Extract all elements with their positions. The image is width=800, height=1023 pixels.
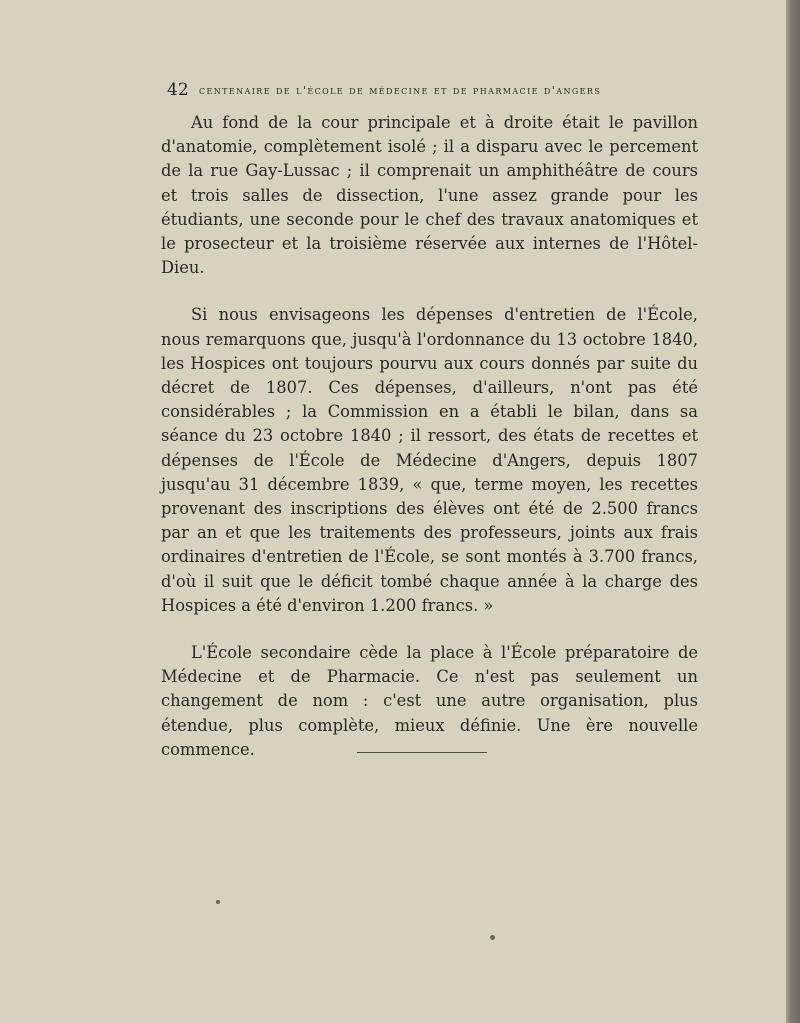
paragraph-maintenance-expenses: Si nous envisageons les dépenses d'entretien de l'École, nous remarquons que, jusqu'à l'ordonnance du 13 octobre 1840, les Hospices ont toujours pourvu aux cours donnés par suite du décret de 1807. Ces dépenses, d'ailleurs, n'ont pas été considérables ; la Commission en a établi le bilan, dans sa séance du 23 octobre 1840 ; il ressort, des états de recettes et dépenses de l'École de Médecine d'Angers, depuis 1807 jusqu'au 31 décembre 1839, « que, terme moyen, les recettes provenant des inscriptions des élèves ont été de 2.500 francs par an et que les traitements des professeurs, joints aux frais ordinaires d'entretien de l'École, se sont montés à 3.700 francs, d'où il suit que le déficit tombé chaque année à la charge des Hospices a été d'environ 1.200 francs. » (161, 305, 698, 615)
page-header (167, 80, 707, 102)
paragraph-anatomy-pavilion: Au fond de la cour principale et à droite était le pavillon d'anatomie, complètement isolé ; il a disparu avec le percement de la rue Gay-Lussac ; il comprenait un amphithéâtre de cours et trois salles de dissection, l'une assez grande pour les étudiants, une seconde pour le chef des travaux anatomiques et le prosecteur et la troisième réservée aux internes de l'Hôtel-Dieu. (161, 113, 698, 278)
paper-speck (490, 935, 495, 940)
page-edge-shadow (786, 0, 800, 1023)
section-end-rule (357, 752, 487, 753)
body-text (161, 111, 698, 785)
running-title: centenaire de l'école de médecine et de pharmacie d'angers (199, 83, 602, 97)
paragraph-preparatory-school: L'École secondaire cède la place à l'École préparatoire de Médecine et de Pharmacie. Ce n'est pas seulement un changement de nom : c'est une autre organisation, plus étendue, plus complète, mieux définie. Une ère nouvelle commence. (161, 643, 698, 759)
page-number: 42 (167, 80, 189, 100)
paper-speck (216, 900, 220, 904)
